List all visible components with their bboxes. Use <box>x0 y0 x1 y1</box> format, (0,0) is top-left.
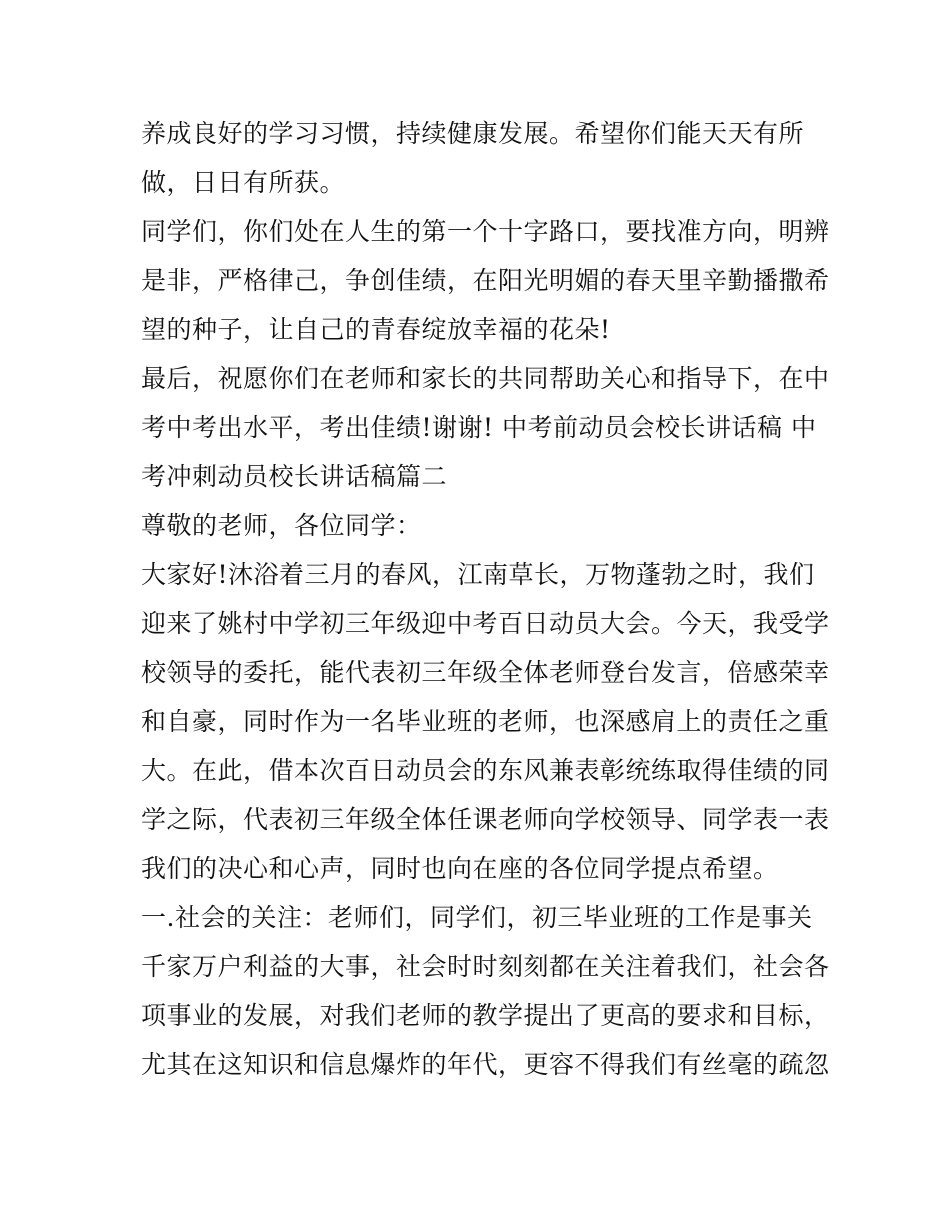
text-line: 一.社会的关注：老师们，同学们，初三毕业班的工作是事关 <box>141 903 813 932</box>
body-text <box>141 109 830 1089</box>
text-line: 校领导的委托，能代表初三年级全体老师登台发言，倍感荣幸 <box>141 658 830 687</box>
text-line: 是非，严格律己，争创佳绩，在阳光明媚的春天里辛勤播撒希 <box>141 266 830 295</box>
text-line: 千家万户利益的大事，社会时时刻刻都在关注着我们，社会各 <box>141 952 830 981</box>
text-line: 尤其在这知识和信息爆炸的年代，更容不得我们有丝毫的疏忽 <box>141 1050 830 1079</box>
text-line: 同学们，你们处在人生的第一个十字路口，要找准方向，明辨 <box>141 217 830 246</box>
text-line: 学之际，代表初三年级全体任课老师向学校领导、同学表一表 <box>141 805 830 834</box>
text-line: 我们的决心和心声，同时也向在座的各位同学提点希望。 <box>141 854 779 883</box>
text-line: 最后，祝愿你们在老师和家长的共同帮助关心和指导下，在中 <box>141 364 830 393</box>
text-line: 大。在此，借本次百日动员会的东风兼表彰统练取得佳绩的同 <box>141 756 830 785</box>
text-line: 考中考出水平，考出佳绩!谢谢! 中考前动员会校长讲话稿 中 <box>141 413 817 442</box>
text-line: 望的种子，让自己的青春绽放幸福的花朵! <box>141 315 611 344</box>
text-line: 和自豪，同时作为一名毕业班的老师，也深感肩上的责任之重 <box>141 707 830 736</box>
text-line: 迎来了姚村中学初三年级迎中考百日动员大会。今天，我受学 <box>141 609 830 638</box>
text-line: 大家好!沐浴着三月的春风，江南草长，万物蓬勃之时，我们 <box>141 560 815 589</box>
text-line: 尊敬的老师，各位同学： <box>141 511 422 540</box>
text-line: 做，日日有所获。 <box>141 168 346 197</box>
text-line: 养成良好的学习习惯，持续健康发展。希望你们能天天有所 <box>141 119 805 148</box>
text-line: 项事业的发展，对我们老师的教学提出了更高的要求和目标， <box>141 1001 830 1030</box>
text-line: 考冲刺动员校长讲话稿篇二 <box>141 462 448 491</box>
